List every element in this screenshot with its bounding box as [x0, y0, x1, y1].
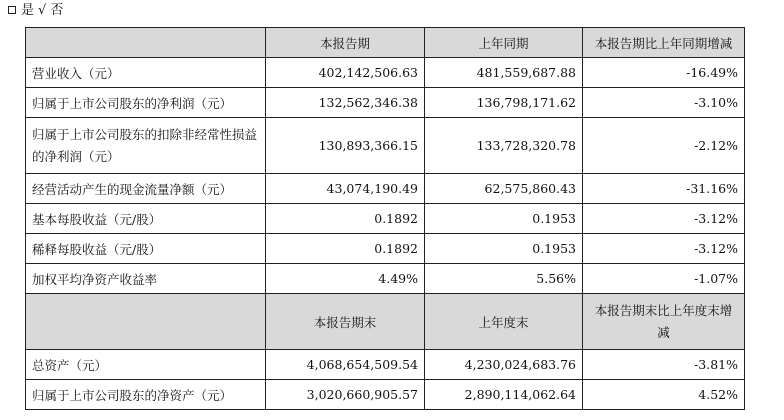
- table-row: [26, 380, 745, 410]
- current-value: 132,562,346.38: [266, 88, 425, 118]
- table-row: [26, 174, 745, 204]
- prior-value: 133,728,320.78: [425, 118, 583, 174]
- table-row: [26, 58, 745, 88]
- table-row: [26, 350, 745, 380]
- row-label: 总资产（元）: [26, 350, 266, 380]
- option-no-label: 否: [50, 3, 64, 18]
- prior-value: 0.1953: [425, 234, 583, 264]
- table-row: [26, 264, 745, 294]
- change-value: -2.12%: [583, 118, 745, 174]
- header-prior-period: 上年同期: [425, 28, 583, 58]
- header-current-period: 本报告期: [266, 28, 425, 58]
- header-change-vs-year-end: 本报告期末比上年度末增减: [583, 294, 745, 350]
- current-value: 3,020,660,905.57: [266, 380, 425, 410]
- current-value: 130,893,366.15: [266, 118, 425, 174]
- header-cell-empty: [26, 28, 266, 58]
- table-header-row: [26, 28, 745, 58]
- row-label: 经营活动产生的现金流量净额（元）: [26, 174, 266, 204]
- row-label: 归属于上市公司股东的净资产（元）: [26, 380, 266, 410]
- change-value: -3.10%: [583, 88, 745, 118]
- change-value: 4.52%: [583, 380, 745, 410]
- restatement-indicator: [8, 2, 67, 20]
- prior-value: 2,890,114,062.64: [425, 380, 583, 410]
- current-value: 4.49%: [266, 264, 425, 294]
- table-row: [26, 88, 745, 118]
- row-label: 基本每股收益（元/股）: [26, 204, 266, 234]
- row-label: 营业收入（元）: [26, 58, 266, 88]
- row-label: 加权平均净资产收益率: [26, 264, 266, 294]
- current-value: 402,142,506.63: [266, 58, 425, 88]
- option-yes-label: 是: [21, 3, 35, 18]
- change-value: -3.12%: [583, 234, 745, 264]
- row-label: 归属于上市公司股东的扣除非经常性损益的净利润（元）: [26, 118, 266, 174]
- current-value: 0.1892: [266, 234, 425, 264]
- prior-value: 0.1953: [425, 204, 583, 234]
- prior-value: 136,798,171.62: [425, 88, 583, 118]
- header-prior-year-end: 上年度末: [425, 294, 583, 350]
- prior-value: 62,575,860.43: [425, 174, 583, 204]
- change-value: -1.07%: [583, 264, 745, 294]
- change-value: -3.12%: [583, 204, 745, 234]
- row-label: 稀释每股收益（元/股）: [26, 234, 266, 264]
- table-row: [26, 204, 745, 234]
- prior-value: 5.56%: [425, 264, 583, 294]
- prior-value: 4,230,024,683.76: [425, 350, 583, 380]
- header-cell-empty: [26, 294, 266, 350]
- row-label: 归属于上市公司股东的净利润（元）: [26, 88, 266, 118]
- table-header-row: [26, 294, 745, 350]
- header-current-period-end: 本报告期末: [266, 294, 425, 350]
- change-value: -31.16%: [583, 174, 745, 204]
- change-value: -3.81%: [583, 350, 745, 380]
- current-value: 4,068,654,509.54: [266, 350, 425, 380]
- change-value: -16.49%: [583, 58, 745, 88]
- checkbox-icon: [8, 6, 16, 14]
- financial-data-table: [25, 27, 745, 410]
- header-change: 本报告期比上年同期增减: [583, 28, 745, 58]
- table-row: [26, 234, 745, 264]
- table-row: [26, 118, 745, 174]
- current-value: 43,074,190.49: [266, 174, 425, 204]
- current-value: 0.1892: [266, 204, 425, 234]
- check-mark-icon: √: [38, 3, 47, 18]
- prior-value: 481,559,687.88: [425, 58, 583, 88]
